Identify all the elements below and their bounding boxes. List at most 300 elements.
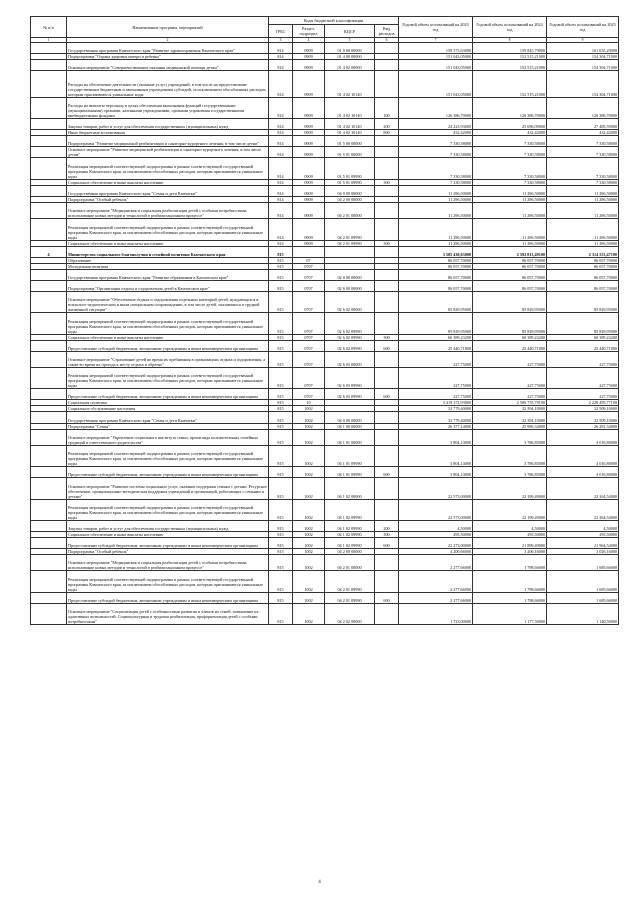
row-2023: 7 330,58000 (399, 179, 473, 185)
row-2023: 3 419 372,93000 (399, 400, 473, 406)
row-2023: 3 505 430,63000 (399, 246, 473, 257)
row-razdel: 1002 (293, 532, 325, 538)
row-ktsr: 04 2 00 00000 (325, 196, 375, 202)
index-cell: 5 (325, 38, 375, 43)
row-name: Основное мероприятие "Развитие медицинской реабилитации и санаторно-курортного лечения, в том числе детям" (67, 147, 269, 158)
row-grbs: 815 (269, 351, 293, 367)
row-vid (375, 571, 399, 592)
table-row (31, 43, 619, 54)
row-2025: 432,42000 (547, 130, 619, 136)
header-2024: Годовой объем ассигнований на 2024 год (473, 17, 547, 38)
row-number (31, 521, 67, 532)
row-grbs: 815 (269, 538, 293, 549)
row-name: Молодежная политика (67, 263, 269, 269)
budget-table (30, 16, 619, 625)
row-name: Министерство социального благополучия и семейной политики Камчатского края (67, 246, 269, 257)
row-2025: 22 264,54000 (547, 499, 619, 520)
row-number (31, 412, 67, 423)
index-cell: 9 (547, 38, 619, 43)
row-2023: 1 723,00000 (399, 603, 473, 624)
row-razdel: 0707 (293, 313, 325, 334)
table-row (31, 147, 619, 158)
row-ktsr: 04 1 01 09990 (325, 467, 375, 478)
row-2023: 86 057,70000 (399, 263, 473, 269)
row-razdel: 0707 (293, 280, 325, 291)
row-name: Реализация мероприятий соответствующей подпрограммы в рамках соответствующей государственной программы Камчатского края, за исключением обособленных расходов, которым присваиваются уникальные коды (67, 367, 269, 388)
row-ktsr: 01 5 01 00000 (325, 147, 375, 158)
row-ktsr: 04 1 02 00000 (325, 478, 375, 499)
table-row (31, 202, 619, 218)
row-2024: 295,50000 (473, 532, 547, 538)
row-2023: 2 277,66000 (399, 592, 473, 603)
row-2023: 7 330,58000 (399, 158, 473, 179)
row-razdel: 0909 (293, 71, 325, 98)
row-ktsr: 04 2 01 09990 (325, 592, 375, 603)
row-2023: 151 043,05000 (399, 60, 473, 71)
row-razdel: 0707 (293, 291, 325, 312)
row-razdel: 0909 (293, 147, 325, 158)
row-name: Социальная политика (67, 400, 269, 406)
row-vid (375, 269, 399, 280)
row-razdel: 0909 (293, 196, 325, 202)
row-2023: 432,42000 (399, 130, 473, 136)
row-name: Закупка товаров, работ и услуг для обеспечения государственных (муниципальных) нужд (67, 521, 269, 532)
row-grbs: 815 (269, 389, 293, 400)
row-number (31, 280, 67, 291)
row-2025: 2 314 553,47100 (547, 246, 619, 257)
row-name: Подпрограмма "Особый ребенок" (67, 549, 269, 555)
index-cell: 8 (473, 38, 547, 43)
row-2025: 7 330,58000 (547, 158, 619, 179)
index-cell: 7 (399, 38, 473, 43)
row-razdel: 0909 (293, 185, 325, 196)
row-name: Реализация мероприятий соответствующей подпрограммы в рамках соответствующей государственной программы Камчатского края, за исключением обособленных расходов, которым присваиваются уникальные коды (67, 158, 269, 179)
row-ktsr: 04 2 01 09990 (325, 240, 375, 246)
row-razdel: 1002 (293, 406, 325, 412)
table-body (31, 43, 619, 625)
row-2024: 152 515,21000 (473, 60, 547, 71)
row-razdel: 1002 (293, 412, 325, 423)
row-razdel: 0707 (293, 334, 325, 340)
row-grbs: 814 (269, 97, 293, 118)
table-row (31, 389, 619, 400)
row-ktsr: 01 5 00 00000 (325, 136, 375, 147)
row-2025: 60 389,23200 (547, 334, 619, 340)
row-2025: 86 057,70000 (547, 263, 619, 269)
table-row (31, 592, 619, 603)
row-name: Социальное обеспечение и иные выплаты населению (67, 334, 269, 340)
row-grbs: 815 (269, 406, 293, 412)
row-2024: 227,75000 (473, 351, 547, 367)
row-grbs: 814 (269, 71, 293, 98)
row-2023: 3 804,14000 (399, 429, 473, 445)
row-vid (375, 60, 399, 71)
row-2024: 152 515,21000 (473, 71, 547, 98)
row-vid (375, 136, 399, 147)
row-2024: 7 330,58000 (473, 158, 547, 179)
row-razdel: 0707 (293, 269, 325, 280)
row-2024: 22 199,49000 (473, 499, 547, 520)
row-number (31, 389, 67, 400)
row-grbs: 815 (269, 467, 293, 478)
row-name: Реализация мероприятий соответствующей подпрограммы в рамках соответствующей государственной программы Камчатского края, за исключением обособленных расходов, которым присваиваются уникальные коды (67, 313, 269, 334)
row-ktsr: 04 1 02 09990 (325, 538, 375, 549)
header-2025: Годовой объем ассигнований на 2025 год (547, 17, 619, 38)
row-ktsr: 04 0 00 00000 (325, 412, 375, 423)
row-2023: 60 389,23200 (399, 334, 473, 340)
row-razdel: 0909 (293, 202, 325, 218)
row-2025: 85 829,95000 (547, 313, 619, 334)
row-razdel: 1002 (293, 571, 325, 592)
row-razdel: 10 (293, 400, 325, 406)
header-vid: Вид расходов (375, 25, 399, 38)
row-2025: 11 296,50000 (547, 202, 619, 218)
row-grbs: 815 (269, 423, 293, 429)
table-row (31, 291, 619, 312)
row-2023: 22 573,00000 (399, 499, 473, 520)
table-row (31, 538, 619, 549)
row-vid (375, 158, 399, 179)
row-2025: 1 685,66000 (547, 571, 619, 592)
row-vid (375, 412, 399, 423)
row-ktsr: 01 5 01 09990 (325, 179, 375, 185)
row-vid (375, 351, 399, 367)
row-2023: 4 200,66000 (399, 549, 473, 555)
row-name: Предоставление субсидий бюджетным, автономным учреждениям и иным некоммерческим организациям (67, 340, 269, 351)
row-2023: 295,50000 (399, 532, 473, 538)
table-row (31, 429, 619, 445)
row-2023: 227,75000 (399, 367, 473, 388)
row-2025: 85 829,95000 (547, 291, 619, 312)
row-name: Основное мероприятие "Социализация детей с особенностями развития и членов их семей, повышение их адаптивных возможностей. Социокультурная и трудовая реабилитация, профориентация детей с особыми потребностями" (67, 603, 269, 624)
row-name: Расходы на выплаты персоналу в целях обеспечения выполнения функций государственными (муниципальными) органами, казенными учреждениями, органами управления государственными внебюджетными фондами (67, 97, 269, 118)
table-row (31, 60, 619, 71)
row-number (31, 445, 67, 466)
index-cell: 1 (31, 38, 67, 43)
row-number (31, 367, 67, 388)
row-2025: 154 304,71000 (547, 60, 619, 71)
row-2025: 4 016,80000 (547, 467, 619, 478)
row-2023: 11 296,50000 (399, 202, 473, 218)
row-2023: 86 057,70000 (399, 257, 473, 263)
table-row (31, 269, 619, 280)
row-name: Реализация мероприятий соответствующей подпрограммы в рамках соответствующей государственной программы Камчатского края, за исключением обособленных расходов, которым присваиваются уникальные коды (67, 219, 269, 240)
row-razdel: 0909 (293, 240, 325, 246)
row-number (31, 60, 67, 71)
row-2025: 154 304,71000 (547, 54, 619, 60)
row-vid: 800 (375, 130, 399, 136)
row-name: Подпрограмма "Семья" (67, 423, 269, 429)
row-razdel: 0909 (293, 219, 325, 240)
row-grbs: 814 (269, 147, 293, 158)
table-row (31, 136, 619, 147)
row-grbs: 814 (269, 196, 293, 202)
row-grbs: 815 (269, 269, 293, 280)
row-2025: 26 281,34000 (547, 423, 619, 429)
row-ktsr: 04 1 00 00000 (325, 423, 375, 429)
row-2025: 7 330,58000 (547, 179, 619, 185)
row-2025: 161 635,29000 (547, 43, 619, 54)
row-number (31, 43, 67, 54)
row-name: Подпрограмма "Развитие медицинской реабилитации и санаторно-курортного лечения, в том числе детям" (67, 136, 269, 147)
row-2024: 1 798,66000 (473, 592, 547, 603)
header-grbs: ГРБС (269, 25, 293, 38)
row-2024: 11 296,50000 (473, 219, 547, 240)
row-ktsr: 04 1 02 09990 (325, 532, 375, 538)
row-number (31, 158, 67, 179)
row-2025: 11 296,50000 (547, 240, 619, 246)
table-row (31, 340, 619, 351)
row-vid: 300 (375, 334, 399, 340)
row-vid (375, 367, 399, 388)
row-razdel: 1002 (293, 603, 325, 624)
row-grbs: 814 (269, 219, 293, 240)
row-ktsr: 01 4 00 00000 (325, 54, 375, 60)
row-2025: 27 485,59000 (547, 119, 619, 130)
row-razdel: 0909 (293, 97, 325, 118)
row-vid: 600 (375, 340, 399, 351)
row-vid: 300 (375, 240, 399, 246)
row-2024: 21 899,49000 (473, 538, 547, 549)
row-2025: 1 685,66000 (547, 592, 619, 603)
row-2024: 11 296,50000 (473, 185, 547, 196)
row-2023: 33 779,40000 (399, 406, 473, 412)
row-grbs: 815 (269, 313, 293, 334)
row-vid (375, 291, 399, 312)
row-ktsr: 01 4 02 10140 (325, 71, 375, 98)
row-grbs: 815 (269, 263, 293, 269)
row-number (31, 429, 67, 445)
row-number (31, 219, 67, 240)
row-grbs: 815 (269, 532, 293, 538)
row-razdel: 1002 (293, 478, 325, 499)
row-razdel: 07 (293, 257, 325, 263)
table-row (31, 119, 619, 130)
table-row (31, 219, 619, 240)
row-name: Подпрограмма "Охрана здоровья матери и ребенка" (67, 54, 269, 60)
row-vid: 600 (375, 592, 399, 603)
row-razdel: 1002 (293, 467, 325, 478)
row-grbs: 815 (269, 334, 293, 340)
row-name: Реализация мероприятий соответствующей подпрограммы в рамках соответствующей государственной программы Камчатского края, за исключением обособленных расходов, которым присваиваются уникальные коды (67, 445, 269, 466)
row-razdel: 0707 (293, 351, 325, 367)
row-ktsr: 04 2 01 00000 (325, 202, 375, 218)
row-ktsr (325, 246, 375, 257)
row-ktsr: 04 2 01 00000 (325, 555, 375, 571)
row-razdel: 0909 (293, 158, 325, 179)
row-2023: 11 296,50000 (399, 240, 473, 246)
row-number (31, 467, 67, 478)
row-name: Предоставление субсидий бюджетным, автономным учреждениям и иным некоммерческим организациям (67, 467, 269, 478)
row-number (31, 538, 67, 549)
row-grbs: 815 (269, 592, 293, 603)
row-2024: 126 386,70000 (473, 97, 547, 118)
row-vid (375, 478, 399, 499)
row-vid: 300 (375, 532, 399, 538)
row-name: Расходы на обеспечение деятельности (оказание услуг) учреждений, в том числе на предоставление государственным бюджетным и автономным учреждениям субсидий, за исключением обособленных расходов, которым присваиваются уникальные коды (67, 71, 269, 98)
row-razdel: 0707 (293, 263, 325, 269)
row-razdel: 0909 (293, 179, 325, 185)
row-2024: 22 199,49000 (473, 478, 547, 499)
row-grbs: 814 (269, 179, 293, 185)
row-2024: 3 786,85000 (473, 467, 547, 478)
row-2023: 158 373,63000 (399, 43, 473, 54)
row-razdel: 1002 (293, 555, 325, 571)
row-vid (375, 445, 399, 466)
row-ktsr: 02 6 03 09990 (325, 389, 375, 400)
row-name: Государственная программа Камчатского края "Развитие образования в Камчатском крае" (67, 269, 269, 280)
row-number (31, 603, 67, 624)
table-row (31, 571, 619, 592)
row-grbs: 814 (269, 54, 293, 60)
index-cell: 6 (375, 38, 399, 43)
row-2023: 3 804,14000 (399, 467, 473, 478)
row-ktsr: 02 6 02 09990 (325, 313, 375, 334)
page-number: 4 (318, 880, 321, 885)
row-2024: 4,50000 (473, 521, 547, 532)
row-2025: 3 026,16000 (547, 549, 619, 555)
row-ktsr: 02 6 02 00000 (325, 291, 375, 312)
row-grbs: 815 (269, 478, 293, 499)
row-razdel: 0909 (293, 130, 325, 136)
table-row (31, 71, 619, 98)
row-number (31, 136, 67, 147)
row-grbs: 815 (269, 400, 293, 406)
row-2025: 1 685,66000 (547, 555, 619, 571)
header-2023: Годовой объем ассигнований на 2023 год (399, 17, 473, 38)
table-row (31, 412, 619, 423)
index-cell: 2 (67, 38, 269, 43)
row-2024: 86 057,70000 (473, 280, 547, 291)
row-grbs: 815 (269, 549, 293, 555)
row-2023: 3 804,14000 (399, 445, 473, 466)
row-2024: 32 394,10000 (473, 412, 547, 423)
table-row (31, 521, 619, 532)
row-ktsr: 04 2 02 00000 (325, 603, 375, 624)
row-ktsr: 01 4 02 00000 (325, 60, 375, 71)
table-row (31, 351, 619, 367)
row-name: Предоставление субсидий бюджетным, автономным учреждениям и иным некоммерческим организациям (67, 389, 269, 400)
row-2023: 2 277,66000 (399, 555, 473, 571)
header-name: Наименование программ, мероприятий (67, 17, 269, 38)
row-razdel: 0909 (293, 54, 325, 60)
row-vid (375, 603, 399, 624)
table-row (31, 367, 619, 388)
index-cell: 4 (293, 38, 325, 43)
row-ktsr: 02 6 02 09990 (325, 340, 375, 351)
row-number (31, 97, 67, 118)
row-vid: 200 (375, 119, 399, 130)
row-2025: 22 264,54000 (547, 478, 619, 499)
index-cell: 3 (269, 38, 293, 43)
row-2024: 85 829,95000 (473, 313, 547, 334)
row-2024: 86 057,70000 (473, 263, 547, 269)
row-ktsr: 04 1 01 00000 (325, 429, 375, 445)
row-2024: 2 592 813,49100 (473, 246, 547, 257)
row-vid (375, 246, 399, 257)
row-name: Социальное обеспечение и иные выплаты населению (67, 532, 269, 538)
row-razdel: 0909 (293, 60, 325, 71)
row-name: Государственная программа Камчатского края "Семья и дети Камчатки" (67, 412, 269, 423)
row-razdel: 1002 (293, 445, 325, 466)
row-2024: 227,75000 (473, 389, 547, 400)
row-name: Основное мероприятие "Медицинская и социальная реабилитация детей с особыми потребностями, использование новых методов и технологий в реабилитационном процессе" (67, 202, 269, 218)
row-2025: 7 330,58000 (547, 147, 619, 158)
row-vid (375, 147, 399, 158)
row-name: Закупка товаров, работ и услуг для обеспечения государственных (муниципальных) нужд (67, 119, 269, 130)
row-name: Основное мероприятие "Медицинская и социальная реабилитация детей с особыми потребностями, использование новых методов и технологий в реабилитационном процессе" (67, 555, 269, 571)
row-razdel: 1002 (293, 499, 325, 520)
row-2023: 25 440,71800 (399, 340, 473, 351)
row-ktsr: 02 6 00 00000 (325, 280, 375, 291)
row-2023: 227,75000 (399, 389, 473, 400)
table-row (31, 97, 619, 118)
row-2023: 227,75000 (399, 351, 473, 367)
row-2025: 295,50000 (547, 532, 619, 538)
row-vid (375, 202, 399, 218)
row-grbs: 815 (269, 603, 293, 624)
row-razdel: 1002 (293, 521, 325, 532)
row-2023: 85 829,95000 (399, 291, 473, 312)
row-grbs: 814 (269, 43, 293, 54)
row-name: Образование (67, 257, 269, 263)
row-number (31, 291, 67, 312)
row-name: Иные бюджетные ассигнования (67, 130, 269, 136)
row-2023: 24 223,93000 (399, 119, 473, 130)
row-vid: 200 (375, 521, 399, 532)
row-grbs: 815 (269, 246, 293, 257)
row-name: Предоставление субсидий бюджетным, автономным учреждениям и иным некоммерческим организациям (67, 538, 269, 549)
row-ktsr: 04 2 01 09990 (325, 219, 375, 240)
row-2024: 11 296,50000 (473, 240, 547, 246)
header-razdel: Раздел, подраздел (293, 25, 325, 38)
row-razdel: 0909 (293, 119, 325, 130)
row-name: Реализация мероприятий соответствующей подпрограммы в рамках соответствующей государственной программы Камчатского края, за исключением обособленных расходов, которым присваиваются уникальные коды (67, 571, 269, 592)
row-ktsr: 02 0 00 00000 (325, 269, 375, 280)
row-2025: 21 964,54000 (547, 538, 619, 549)
row-name: Государственная программа Камчатского края "Развитие здравоохранения Камчатского края" (67, 43, 269, 54)
row-2023: 22 273,00000 (399, 538, 473, 549)
row-2024: 159 845,79000 (473, 43, 547, 54)
row-2023: 151 043,05000 (399, 54, 473, 60)
row-2025: 227,75000 (547, 367, 619, 388)
row-2025: 4 016,80000 (547, 445, 619, 466)
row-name: Предоставление субсидий бюджетным, автономным учреждениям и иным некоммерческим организациям (67, 592, 269, 603)
row-ktsr: 04 2 01 09990 (325, 571, 375, 592)
row-2023: 126 386,70000 (399, 97, 473, 118)
header-ktsr: КЦСР (325, 25, 375, 38)
row-vid: 300 (375, 179, 399, 185)
row-razdel: 0707 (293, 389, 325, 400)
row-vid: 100 (375, 97, 399, 118)
row-2023: 151 043,05000 (399, 71, 473, 98)
row-ktsr: 01 4 02 10140 (325, 130, 375, 136)
row-grbs: 815 (269, 291, 293, 312)
row-number (31, 147, 67, 158)
row-grbs: 814 (269, 202, 293, 218)
row-2024: 25 696,09000 (473, 119, 547, 130)
row-razdel: 1002 (293, 538, 325, 549)
row-2024: 7 330,58000 (473, 147, 547, 158)
row-2024: 86 057,70000 (473, 269, 547, 280)
row-grbs: 814 (269, 119, 293, 130)
row-grbs: 815 (269, 340, 293, 351)
table-row (31, 478, 619, 499)
row-2023: 33 779,40000 (399, 412, 473, 423)
row-number (31, 71, 67, 98)
table-row (31, 185, 619, 196)
row-2025: 126 386,70000 (547, 97, 619, 118)
